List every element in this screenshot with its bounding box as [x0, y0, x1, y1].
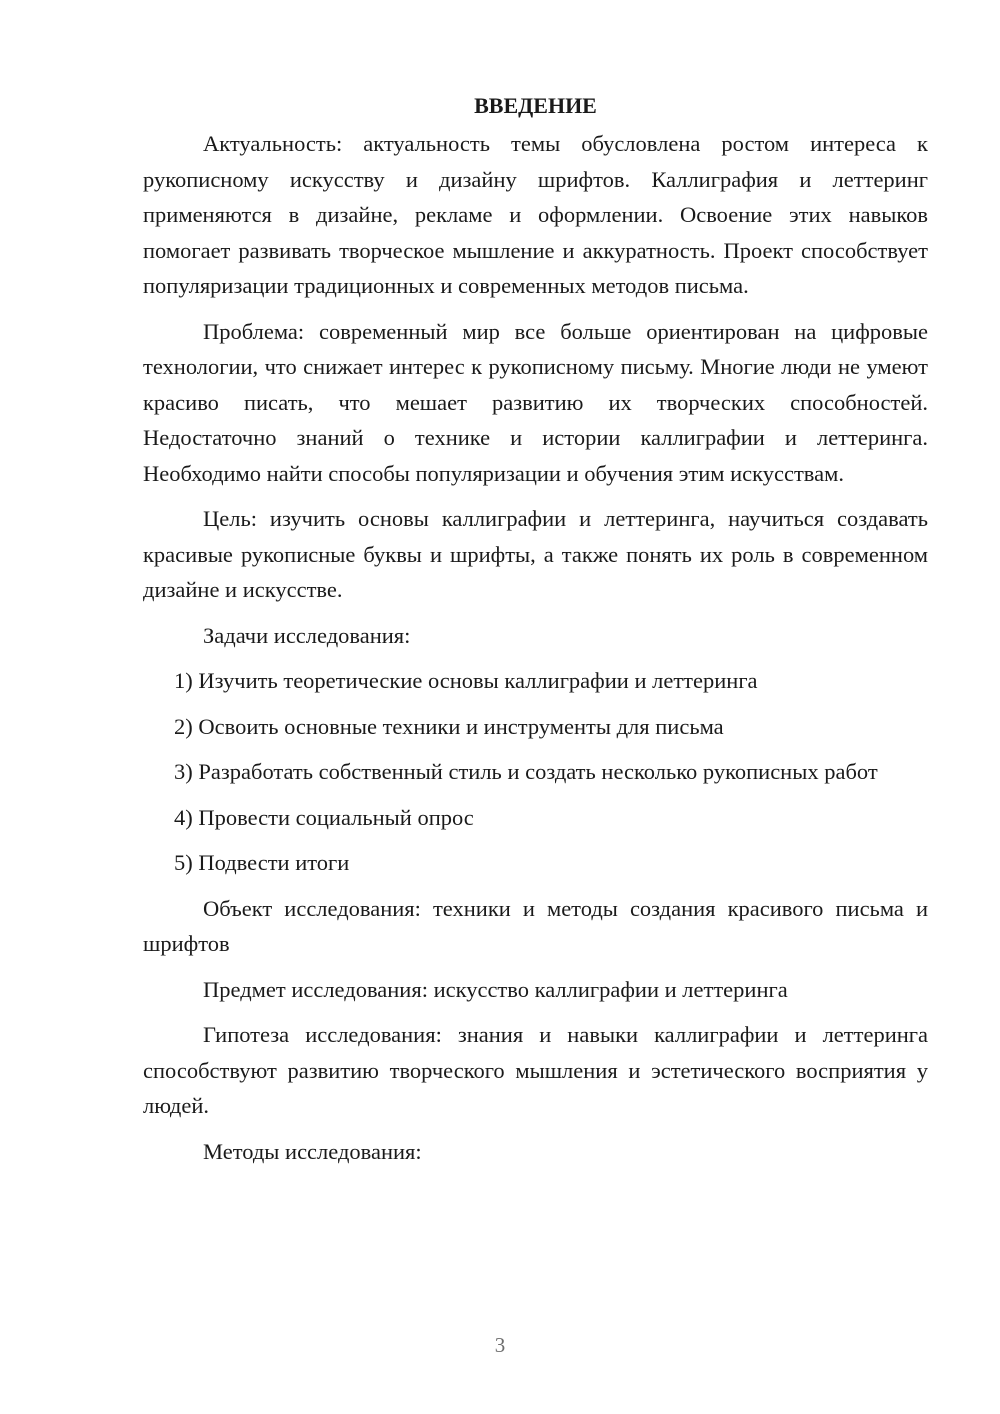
list-item: 3) Разработать собственный стиль и создать несколько рукописных работ — [174, 759, 878, 784]
paragraph-subject: Предмет исследования: искусство каллиграфии и леттеринга — [203, 976, 788, 1002]
paragraph-problem: Проблема: современный мир все больше ориентирован на цифровые технологии, что снижает интерес к рукописному письму. Многие люди не умеют красиво писать, что мешает развитию их творческих способностей. Недостаточно знаний о технике и истории каллиграфии и леттеринга. Необходимо найти способы популяризации и обучения этим искусствам. — [143, 318, 928, 486]
paragraph-object: Объект исследования: техники и методы создания красивого письма и шрифтов — [143, 895, 928, 956]
tasks-heading: Задачи исследования: — [203, 622, 411, 648]
list-item: 4) Провести социальный опрос — [174, 804, 474, 830]
section-title: ВВЕДЕНИЕ — [474, 93, 597, 118]
paragraph-methods: Методы исследования: — [203, 1138, 422, 1164]
page-content — [143, 90, 928, 1179]
paragraph-relevance: Актуальность: актуальность темы обусловлена ростом интереса к рукописному искусству и дизайну шрифтов. Каллиграфия и леттеринг применяются в дизайне, рекламе и оформлении. Освоение этих навыков помогает развивать творческое мышление и аккуратность. Проект способствует популяризации традиционных и современных методов письма. — [143, 131, 928, 298]
paragraph-hypothesis: Гипотеза исследования: знания и навыки каллиграфии и леттеринга способствуют развитию творческого мышления и эстетического восприятия у людей. — [143, 1022, 928, 1118]
list-item: 5) Подвести итоги — [174, 850, 350, 875]
paragraph-goal: Цель: изучить основы каллиграфии и леттеринга, научиться создавать красивые рукописные буквы и шрифты, а также понять их роль в современном дизайне и искусстве. — [143, 506, 928, 602]
tasks-list — [143, 663, 928, 881]
list-item: 1) Изучить теоретические основы каллиграфии и леттеринга — [174, 668, 758, 693]
list-item: 2) Освоить основные техники и инструменты для письма — [174, 713, 724, 739]
page-number: 3 — [494, 1333, 506, 1357]
